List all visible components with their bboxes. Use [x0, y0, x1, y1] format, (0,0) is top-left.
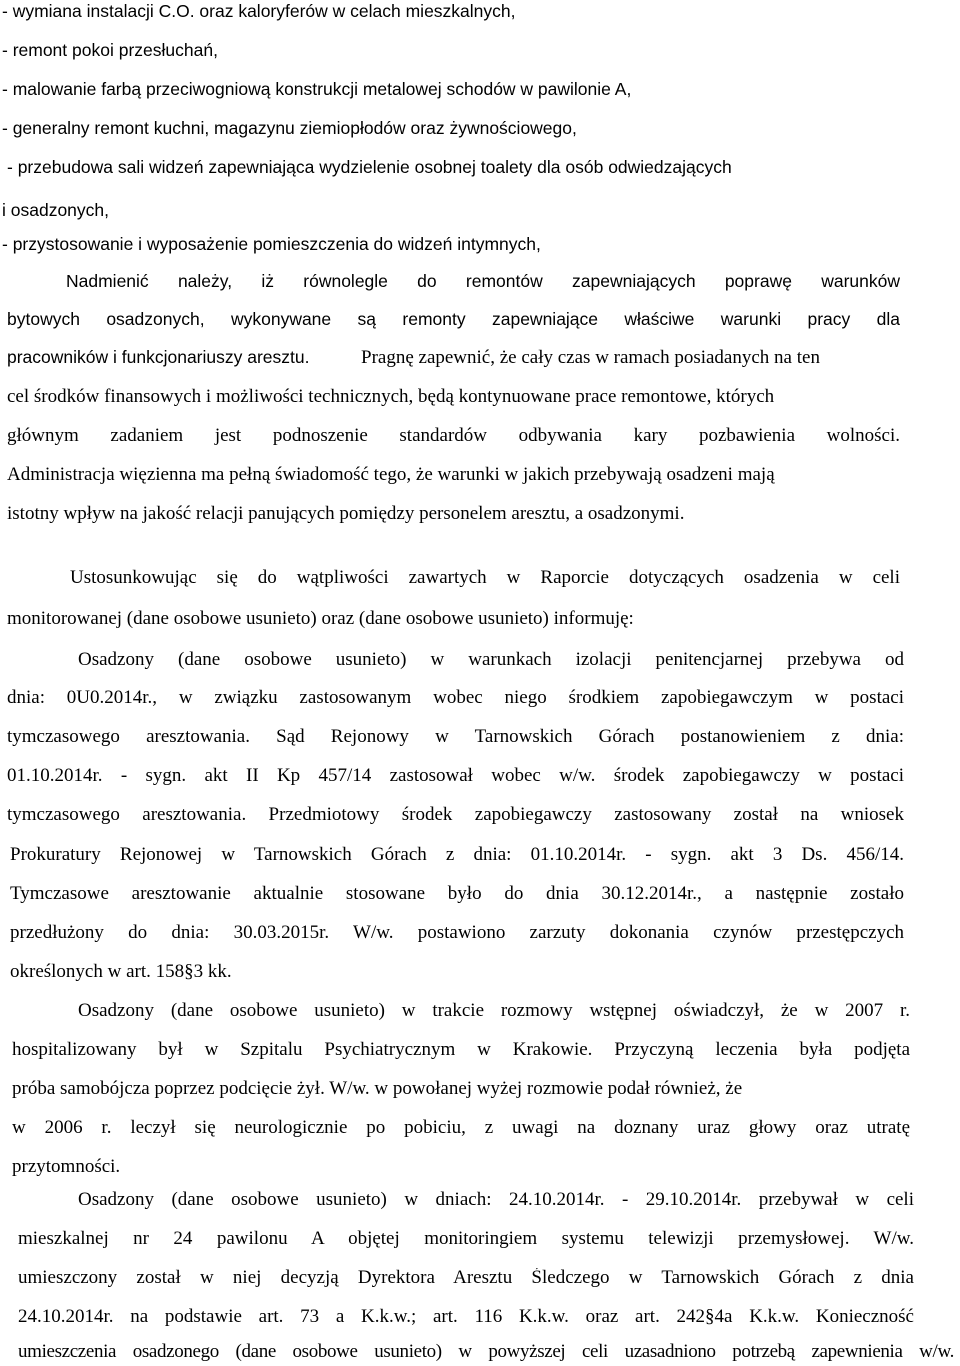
paragraph-line: bytowych osadzonych, wykonywane są remonty zapewniające właściwe warunki pracy dla: [7, 311, 900, 329]
paragraph-line: monitorowanej (dane osobowe usunieto) oraz (dane osobowe usunieto) informuję:: [7, 608, 634, 629]
paragraph-line: Osadzony (dane osobowe usunieto) w warunkach izolacji penitencjarnej przebywa od: [78, 650, 904, 670]
paragraph-line: mieszkalnej nr 24 pawilonu A objętej monitoringiem systemu telewizji przemysłowej. W/w.: [18, 1229, 914, 1249]
paragraph-line: Pragnę zapewnić, że cały czas w ramach posiadanych na ten: [361, 347, 820, 368]
paragraph-line: próba samobójcza poprzez podcięcie żył. W/w. w powołanej wyżej rozmowie podał również, że: [12, 1078, 743, 1099]
paragraph-line: pracowników i funkcjonariuszy aresztu.: [7, 347, 310, 367]
paragraph-line: dnia: 0U0.2014r., w związku zastosowanym wobec niego środkiem zapobiegawczym w postaci: [7, 688, 904, 708]
paragraph-line: Nadmienić należy, iż równolegle do remontów zapewniających poprawę warunków: [66, 273, 900, 291]
paragraph-line: 01.10.2014r. - sygn. akt II Kp 457/14 zastosował wobec w/w. środek zapobiegawczy w postaci: [7, 766, 904, 786]
paragraph-line: tymczasowego aresztowania. Sąd Rejonowy w Tarnowskich Górach postanowieniem z dnia:: [7, 727, 904, 747]
paragraph-line: w 2006 r. leczył się neurologicznie po pobiciu, z uwagi na doznany uraz głowy oraz utratę: [12, 1118, 910, 1138]
paragraph-line: umieszczenia osadzonego (dane osobowe usunieto) w powyższej celi uzasadniono potrzebą zapewnienia w/w.: [18, 1342, 954, 1362]
paragraph-line: Ustosunkowując się do wątpliwości zawartych w Raporcie dotyczących osadzenia w celi: [70, 568, 900, 588]
paragraph-line: Prokuratury Rejonowej w Tarnowskich Górach z dnia: 01.10.2014r. - sygn. akt 3 Ds. 456/14.: [10, 845, 904, 865]
paragraph-line: przedłużony do dnia: 30.03.2015r. W/w. postawiono zarzuty dokonania czynów przestępczych: [10, 923, 904, 943]
paragraph-line: Tymczasowe aresztowanie aktualnie stosowane było do dnia 30.12.2014r., a następnie zostało: [10, 884, 904, 904]
list-item: - malowanie farbą przeciwogniową konstrukcji metalowej schodów w pawilonie A,: [2, 79, 632, 99]
paragraph-line: tymczasowego aresztowania. Przedmiotowy środek zapobiegawczy zastosowany został na wniosek: [7, 805, 904, 825]
list-item: - remont pokoi przesłuchań,: [2, 40, 218, 60]
paragraph-line: głównym zadaniem jest podnoszenie standardów odbywania kary pozbawienia wolności.: [7, 426, 900, 446]
paragraph-line: hospitalizowany był w Szpitalu Psychiatrycznym w Krakowie. Przyczyną leczenia była podjęta: [12, 1040, 910, 1060]
paragraph-line: Osadzony (dane osobowe usunieto) w trakcie rozmowy wstępnej oświadczył, że w 2007 r.: [78, 1001, 910, 1021]
paragraph-line: Administracja więzienna ma pełną świadomość tego, że warunki w jakich przebywają osadzeni mają: [7, 464, 775, 485]
paragraph-line: 24.10.2014r. na podstawie art. 73 a K.k.w.; art. 116 K.k.w. oraz art. 242§4a K.k.w. Konieczność: [18, 1307, 914, 1327]
list-item: i osadzonych,: [2, 200, 110, 220]
list-item: - przystosowanie i wyposażenie pomieszczenia do widzeń intymnych,: [2, 234, 541, 254]
list-item: - generalny remont kuchni, magazynu ziemiopłodów oraz żywnościowego,: [2, 118, 577, 138]
paragraph-line: określonych w art. 158§3 kk.: [10, 961, 232, 982]
paragraph-line: umieszczony został w niej decyzją Dyrektora Aresztu Śledczego w Tarnowskich Górach z dnia: [18, 1268, 914, 1288]
paragraph-line: istotny wpływ na jakość relacji panujących pomiędzy personelem aresztu, a osadzonymi.: [7, 503, 685, 524]
list-item: - wymiana instalacji C.O. oraz kaloryferów w celach mieszkalnych,: [2, 1, 516, 21]
list-item: - przebudowa sali widzeń zapewniająca wydzielenie osobnej toalety dla osób odwiedzających: [7, 157, 732, 177]
paragraph-line: przytomności.: [12, 1156, 121, 1177]
paragraph-line: cel środków finansowych i możliwości technicznych, będą kontynuowane prace remontowe, których: [7, 386, 775, 407]
paragraph-line: Osadzony (dane osobowe usunieto) w dniach: 24.10.2014r. - 29.10.2014r. przebywał w celi: [78, 1190, 914, 1210]
